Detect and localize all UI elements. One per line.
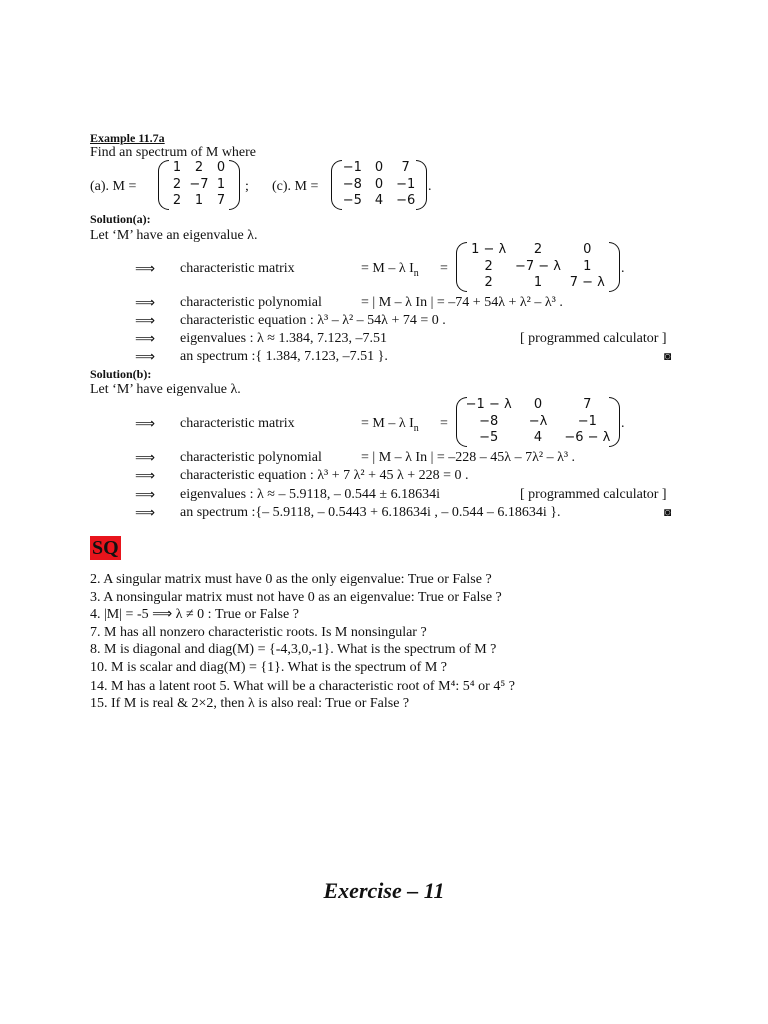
arrow: ⟹ bbox=[135, 469, 156, 484]
sq-label: SQ bbox=[92, 537, 119, 559]
eigenvalues: eigenvalues : λ ≈ – 5.9118, – 0.544 ± 6.18634i bbox=[180, 487, 440, 502]
matrix-cell: −1 bbox=[396, 176, 416, 192]
arrow: ⟹ bbox=[135, 296, 156, 311]
char-matrix-b bbox=[456, 397, 620, 447]
end-dot: . bbox=[428, 179, 432, 194]
matrix-cell: 4 bbox=[374, 193, 384, 209]
spectrum: an spectrum :{ 1.384, 7.123, –7.51 }. bbox=[180, 349, 388, 364]
matrix-cell: 1 − λ bbox=[471, 242, 507, 257]
spectrum: an spectrum :{– 5.9118, – 0.5443 + 6.18634i , – 0.544 – 6.18634i }. bbox=[180, 505, 561, 520]
subscript-n: n bbox=[413, 267, 419, 279]
solution-a-intro: Let ‘M’ have an eigenvalue λ. bbox=[90, 228, 258, 243]
char-matrix-dot: . bbox=[621, 416, 625, 431]
sq-item: 8. M is diagonal and diag(M) = {-4,3,0,-1}. What is the spectrum of M ? bbox=[90, 642, 497, 657]
matrix-cell: 1 bbox=[194, 193, 204, 209]
matrix-cell: 0 bbox=[533, 397, 543, 412]
matrix-cell: 2 bbox=[484, 275, 493, 291]
char-matrix-label: characteristic matrix bbox=[180, 416, 295, 431]
matrix-cell: 7 − λ bbox=[569, 275, 605, 291]
arrow: ⟹ bbox=[135, 488, 156, 503]
matrix-cell: 7 bbox=[583, 397, 592, 412]
sq-item: 3. A nonsingular matrix must not have 0 as an eigenvalue: True or False ? bbox=[90, 590, 502, 605]
sq-item: 14. M has a latent root 5. What will be a characteristic root of M⁴: 5⁴ or 4⁵ ? bbox=[90, 679, 515, 694]
sq-item: 10. M is scalar and diag(M) = {1}. What is the spectrum of M ? bbox=[90, 660, 447, 675]
matrix-cell: 2 bbox=[194, 160, 204, 175]
matrix-cell: 0 bbox=[583, 242, 592, 257]
char-poly-label: characteristic polynomial bbox=[180, 295, 322, 310]
char-equation: characteristic equation : λ³ – λ² – 54λ + 74 = 0 . bbox=[180, 313, 446, 328]
matrix-cell: −8 bbox=[479, 413, 499, 429]
matrix-cell: 2 bbox=[172, 176, 182, 192]
arrow: ⟹ bbox=[135, 417, 156, 432]
matrix-a bbox=[158, 160, 240, 210]
arrow: ⟹ bbox=[135, 332, 156, 347]
sq-item: 15. If M is real & 2×2, then λ is also real: True or False ? bbox=[90, 696, 410, 711]
matrix-cell: 0 bbox=[374, 160, 384, 175]
char-poly-label: characteristic polynomial bbox=[180, 450, 322, 465]
matrix-cell: −1 bbox=[342, 160, 362, 175]
matrix-cell: −5 bbox=[479, 430, 499, 446]
arrow: ⟹ bbox=[135, 451, 156, 466]
part-a-label: (a). M = bbox=[90, 179, 137, 194]
matrix-cell: −1 − λ bbox=[465, 397, 512, 412]
matrix-cell: 4 bbox=[533, 430, 543, 446]
matrix-cell: 7 bbox=[401, 160, 410, 175]
arrow: ⟹ bbox=[135, 262, 156, 277]
matrix-cell: −5 bbox=[342, 193, 362, 209]
matrix-cell: −7 bbox=[189, 176, 209, 192]
matrix-cell: 0 bbox=[374, 176, 384, 192]
arrow: ⟹ bbox=[135, 350, 156, 365]
calculator-note: [ programmed calculator ] bbox=[520, 331, 667, 346]
matrix-cell: −1 bbox=[577, 413, 597, 429]
matrix-cell: 2 bbox=[172, 193, 182, 209]
solution-b-heading: Solution(b): bbox=[90, 367, 152, 381]
calculator-note: [ programmed calculator ] bbox=[520, 487, 667, 502]
matrix-cell: −6 bbox=[396, 193, 416, 209]
matrix-cell: 1 bbox=[533, 275, 543, 291]
end-mark: ◙ bbox=[664, 505, 672, 519]
matrix-cell: 1 bbox=[172, 160, 182, 175]
char-matrix-dot: . bbox=[621, 261, 625, 276]
matrix-cell: 0 bbox=[216, 160, 226, 175]
subscript-n: n bbox=[413, 422, 419, 434]
arrow: ⟹ bbox=[135, 506, 156, 521]
char-equation: characteristic equation : λ³ + 7 λ² + 45 λ + 228 = 0 . bbox=[180, 468, 469, 483]
equals: = bbox=[440, 261, 448, 276]
matrix-cell: 2 bbox=[533, 242, 543, 257]
char-matrix-eq: = M – λ I bbox=[361, 261, 414, 276]
eigenvalues: eigenvalues : λ ≈ 1.384, 7.123, –7.51 bbox=[180, 331, 387, 346]
char-matrix-eq: = M – λ I bbox=[361, 416, 414, 431]
matrix-c bbox=[331, 160, 427, 210]
matrix-cell: 7 bbox=[216, 193, 226, 209]
matrix-cell: 1 bbox=[583, 258, 592, 274]
char-poly-value: = | M – λ In | = –228 – 45λ – 7λ² – λ³ . bbox=[361, 450, 576, 465]
solution-a-heading: Solution(a): bbox=[90, 212, 151, 226]
char-matrix-a bbox=[456, 242, 620, 292]
sq-item: 2. A singular matrix must have 0 as the only eigenvalue: True or False ? bbox=[90, 572, 492, 587]
example-heading: Example 11.7a bbox=[90, 131, 165, 145]
arrow: ⟹ bbox=[135, 314, 156, 329]
char-matrix-label: characteristic matrix bbox=[180, 261, 295, 276]
solution-b-intro: Let ‘M’ have eigenvalue λ. bbox=[90, 382, 241, 397]
example-task: Find an spectrum of M where bbox=[90, 145, 257, 160]
char-poly-value: = | M – λ In | = –74 + 54λ + λ² – λ³ . bbox=[361, 295, 563, 310]
equals: = bbox=[440, 416, 448, 431]
matrix-cell: −λ bbox=[528, 413, 548, 429]
sq-item: 7. M has all nonzero characteristic roots. Is M nonsingular ? bbox=[90, 625, 427, 640]
matrix-cell: −6 − λ bbox=[564, 430, 611, 446]
matrix-cell: 1 bbox=[216, 176, 226, 192]
matrix-cell: 2 bbox=[484, 258, 493, 274]
matrix-cell: −7 − λ bbox=[514, 258, 561, 274]
sq-item: 4. |M| = -5 ⟹ λ ≠ 0 : True or False ? bbox=[90, 607, 299, 622]
end-mark: ◙ bbox=[664, 349, 672, 363]
exercise-title: Exercise – 11 bbox=[323, 878, 445, 903]
separator: ; bbox=[245, 179, 249, 194]
matrix-cell: −8 bbox=[342, 176, 362, 192]
part-c-label: (c). M = bbox=[272, 179, 319, 194]
